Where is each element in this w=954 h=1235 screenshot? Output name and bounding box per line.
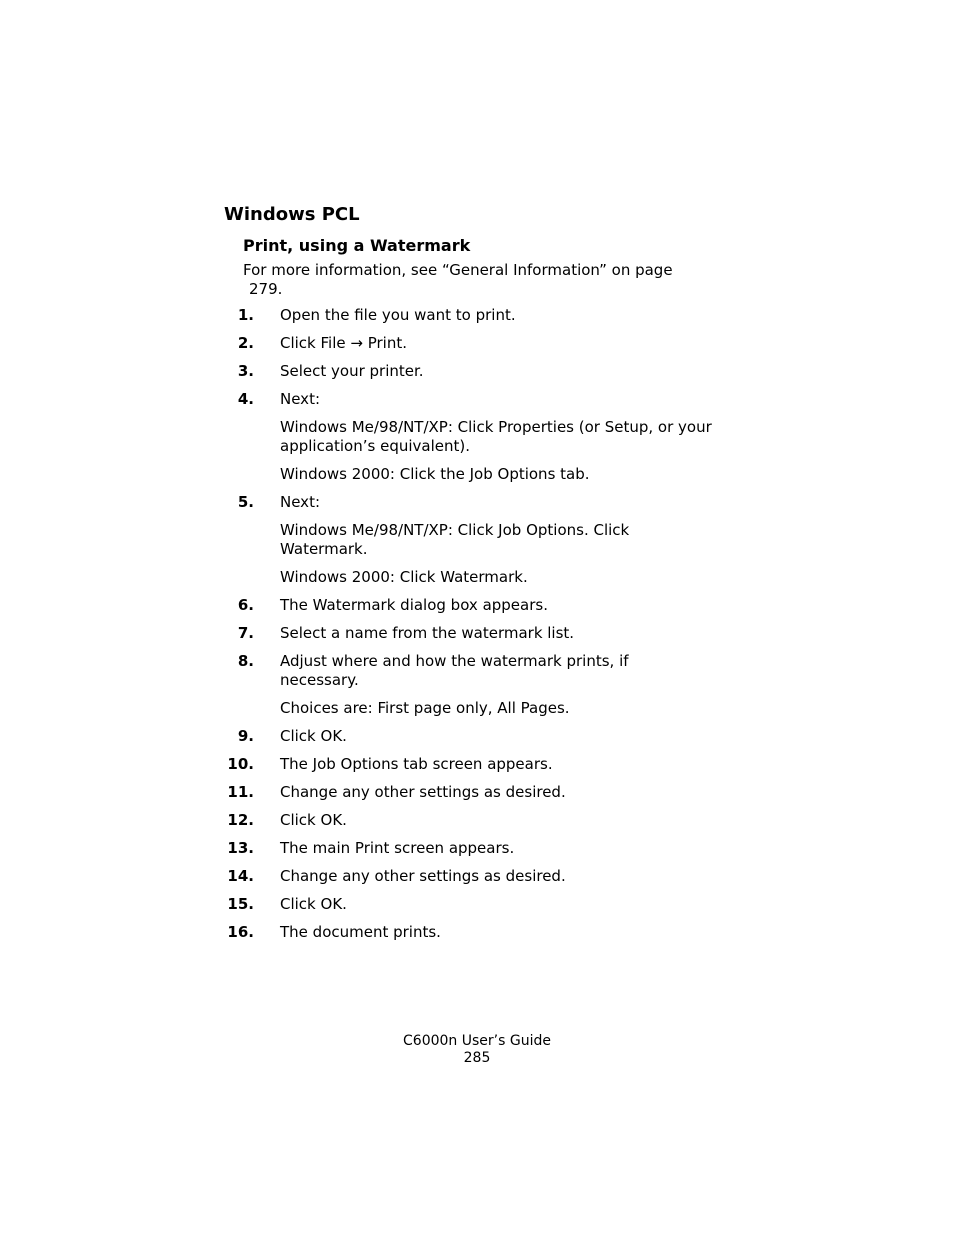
subsection-title: Print, using a Watermark bbox=[243, 236, 471, 255]
step-text: Select your printer. bbox=[280, 362, 424, 380]
step-number: 12. bbox=[227, 811, 254, 829]
intro-page-reference: 279. bbox=[249, 280, 283, 298]
step-text: Click OK. bbox=[280, 811, 347, 829]
step-number: 15. bbox=[227, 895, 254, 913]
step-number: 16. bbox=[227, 923, 254, 941]
step-number: 5. bbox=[237, 493, 254, 511]
step-text: Next: bbox=[280, 493, 320, 511]
step-text: The document prints. bbox=[280, 923, 441, 941]
step-number: 2. bbox=[237, 334, 254, 352]
step-substep-text: Windows 2000: Click the Job Options tab. bbox=[280, 465, 590, 483]
step-text: Select a name from the watermark list. bbox=[280, 624, 575, 642]
step-text: The Job Options tab screen appears. bbox=[280, 755, 553, 773]
footer-page-number: 285 bbox=[463, 1050, 491, 1066]
step-substep-text: Choices are: First page only, All Pages. bbox=[280, 699, 570, 717]
intro-paragraph bbox=[243, 261, 713, 299]
step-text: Open the file you want to print. bbox=[280, 306, 516, 324]
step-number: 7. bbox=[237, 624, 254, 642]
footer-guide-title: C6000n User’s Guide bbox=[403, 1033, 551, 1049]
step-number: 6. bbox=[237, 596, 254, 614]
step-text: Click OK. bbox=[280, 895, 347, 913]
step-number: 14. bbox=[227, 867, 254, 885]
step-text: Adjust where and how the watermark prints, if necessary. bbox=[280, 652, 629, 689]
step-text: The main Print screen appears. bbox=[280, 839, 515, 857]
step-text: Next: bbox=[280, 390, 320, 408]
step-text: The Watermark dialog box appears. bbox=[280, 596, 548, 614]
step-substep-text: Windows 2000: Click Watermark. bbox=[280, 568, 528, 586]
intro-line-1: For more information, see “General Information” on page bbox=[243, 261, 673, 279]
step-number: 11. bbox=[227, 783, 254, 801]
step-number: 4. bbox=[237, 390, 254, 408]
step-number: 3. bbox=[237, 362, 254, 380]
step-text: Change any other settings as desired. bbox=[280, 867, 566, 885]
step-text: Click File → Print. bbox=[280, 334, 407, 352]
step-text: Change any other settings as desired. bbox=[280, 783, 566, 801]
step-substep-text: Windows Me/98/NT/XP: Click Job Options. Click Watermark. bbox=[280, 521, 630, 558]
step-number: 13. bbox=[227, 839, 254, 857]
step-number: 8. bbox=[237, 652, 254, 670]
step-number: 10. bbox=[227, 755, 254, 773]
step-number: 9. bbox=[237, 727, 254, 745]
step-text: Click OK. bbox=[280, 727, 347, 745]
step-number: 1. bbox=[237, 306, 254, 324]
step-substep-text: Windows Me/98/NT/XP: Click Properties (or Setup, or your application’s equivalent). bbox=[280, 418, 712, 455]
section-title: Windows PCL bbox=[224, 204, 360, 225]
